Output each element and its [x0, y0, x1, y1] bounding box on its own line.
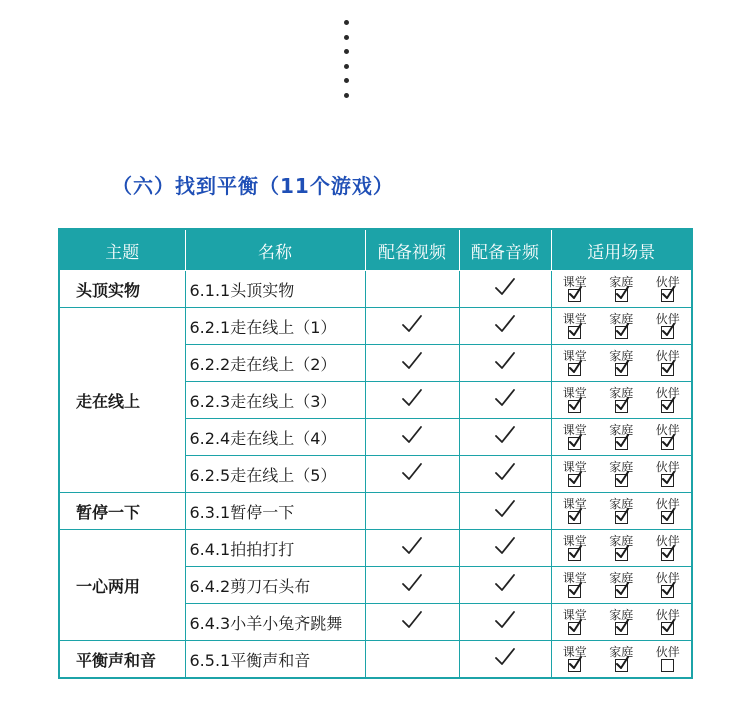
checked-checkbox-icon: [568, 326, 581, 339]
scenes-cell: [551, 641, 692, 679]
checked-checkbox-icon: [568, 659, 581, 672]
table-row: [59, 493, 692, 530]
game-name-cell: 6.4.3小羊小兔齐跳舞: [185, 604, 365, 641]
scene-label: 家庭: [609, 608, 634, 622]
scene-item: [656, 424, 680, 450]
scene-label: 课堂: [562, 460, 587, 474]
scene-item: [563, 535, 587, 561]
scenes-cell: [551, 530, 692, 567]
scene-label: 课堂: [562, 349, 587, 363]
scene-label: 课堂: [562, 608, 587, 622]
video-cell: [365, 271, 459, 308]
scene-label: 家庭: [609, 571, 634, 585]
dot: [344, 93, 349, 98]
scene-label: 家庭: [609, 312, 634, 326]
scene-item: [563, 387, 587, 413]
topic-cell: 平衡声和音: [59, 641, 185, 679]
scene-label: 家庭: [609, 497, 634, 511]
video-cell: [365, 641, 459, 679]
scene-item: [563, 350, 587, 376]
scene-item: [609, 350, 633, 376]
checked-checkbox-icon: [661, 289, 674, 302]
topic-cell: 走在线上: [59, 308, 185, 493]
check-mark-icon: [401, 610, 423, 630]
checked-checkbox-icon: [568, 585, 581, 598]
scene-item: [563, 461, 587, 487]
checked-checkbox-icon: [661, 474, 674, 487]
checked-checkbox-icon: [568, 511, 581, 524]
checked-checkbox-icon: [615, 289, 628, 302]
check-mark-icon: [401, 425, 423, 445]
scene-label: 伙伴: [655, 460, 680, 474]
video-cell: [365, 530, 459, 567]
scene-label: 伙伴: [655, 312, 680, 326]
check-mark-icon: [494, 573, 516, 593]
game-name-cell: 6.2.5走在线上（5）: [185, 456, 365, 493]
check-mark-icon: [494, 536, 516, 556]
topic-cell: 头顶实物: [59, 271, 185, 308]
scene-item: [609, 572, 633, 598]
scenes-cell: [551, 271, 692, 308]
scene-label: 家庭: [609, 386, 634, 400]
ellipsis-dots: [342, 20, 352, 107]
dot: [344, 64, 349, 69]
checked-checkbox-icon: [615, 622, 628, 635]
dot: [344, 35, 349, 40]
scene-label: 家庭: [609, 645, 634, 659]
checked-checkbox-icon: [661, 326, 674, 339]
scene-label: 家庭: [609, 534, 634, 548]
scene-label: 家庭: [609, 275, 634, 289]
header-video: 配备视频: [365, 229, 459, 271]
check-mark-icon: [401, 536, 423, 556]
audio-cell: [459, 345, 551, 382]
scenes-cell: [551, 493, 692, 530]
video-cell: [365, 382, 459, 419]
game-name-cell: 6.2.1走在线上（1）: [185, 308, 365, 345]
game-name-cell: 6.5.1平衡声和音: [185, 641, 365, 679]
checked-checkbox-icon: [568, 400, 581, 413]
topic-cell: 一心两用: [59, 530, 185, 641]
table-row: [59, 308, 692, 345]
checked-checkbox-icon: [661, 437, 674, 450]
scenes-cell: [551, 382, 692, 419]
scenes-cell: [551, 604, 692, 641]
scenes-cell: [551, 419, 692, 456]
scene-label: 课堂: [562, 497, 587, 511]
scene-item: [609, 646, 633, 672]
scene-label: 伙伴: [655, 608, 680, 622]
dot: [344, 20, 349, 25]
game-name-cell: 6.1.1头顶实物: [185, 271, 365, 308]
game-name-cell: 6.3.1暂停一下: [185, 493, 365, 530]
topic-cell: 暂停一下: [59, 493, 185, 530]
video-cell: [365, 308, 459, 345]
game-name-cell: 6.2.4走在线上（4）: [185, 419, 365, 456]
video-cell: [365, 604, 459, 641]
scene-item: [563, 498, 587, 524]
checked-checkbox-icon: [568, 622, 581, 635]
header-scenes: 适用场景: [551, 229, 692, 271]
scene-item: [609, 461, 633, 487]
scene-label: 课堂: [562, 386, 587, 400]
checked-checkbox-icon: [615, 363, 628, 376]
checked-checkbox-icon: [568, 548, 581, 561]
checked-checkbox-icon: [615, 326, 628, 339]
scene-item: [609, 276, 633, 302]
audio-cell: [459, 604, 551, 641]
game-name-cell: 6.2.3走在线上（3）: [185, 382, 365, 419]
checked-checkbox-icon: [661, 400, 674, 413]
header-audio: 配备音频: [459, 229, 551, 271]
table-row: [59, 530, 692, 567]
scene-item: [609, 609, 633, 635]
check-mark-icon: [494, 462, 516, 482]
scene-item: [563, 609, 587, 635]
scene-item: [563, 424, 587, 450]
scene-item: [609, 498, 633, 524]
check-mark-icon: [401, 351, 423, 371]
check-mark-icon: [401, 573, 423, 593]
scenes-cell: [551, 456, 692, 493]
scene-item: [656, 313, 680, 339]
scene-item: [609, 387, 633, 413]
checked-checkbox-icon: [568, 437, 581, 450]
dot: [344, 78, 349, 83]
check-mark-icon: [494, 351, 516, 371]
checked-checkbox-icon: [615, 585, 628, 598]
video-cell: [365, 419, 459, 456]
video-cell: [365, 493, 459, 530]
scene-item: [656, 498, 680, 524]
scenes-cell: [551, 345, 692, 382]
audio-cell: [459, 382, 551, 419]
scene-item: [656, 572, 680, 598]
check-mark-icon: [401, 314, 423, 334]
audio-cell: [459, 419, 551, 456]
audio-cell: [459, 567, 551, 604]
scene-label: 家庭: [609, 423, 634, 437]
checked-checkbox-icon: [615, 548, 628, 561]
check-mark-icon: [494, 314, 516, 334]
scene-item: [656, 461, 680, 487]
scene-item: [656, 535, 680, 561]
scene-label: 课堂: [562, 534, 587, 548]
empty-checkbox-icon: [661, 659, 674, 672]
audio-cell: [459, 456, 551, 493]
scene-item: [609, 535, 633, 561]
scene-label: 家庭: [609, 460, 634, 474]
scene-label: 课堂: [562, 571, 587, 585]
scene-item: [656, 387, 680, 413]
section-title: （六）找到平衡（11个游戏）: [112, 174, 394, 198]
video-cell: [365, 345, 459, 382]
check-mark-icon: [401, 388, 423, 408]
scene-item: [656, 350, 680, 376]
game-name-cell: 6.2.2走在线上（2）: [185, 345, 365, 382]
checked-checkbox-icon: [568, 289, 581, 302]
scene-label: 伙伴: [655, 497, 680, 511]
header-row: [59, 229, 692, 271]
game-name-cell: 6.4.1拍拍打打: [185, 530, 365, 567]
games-table: [58, 228, 693, 679]
scenes-cell: [551, 308, 692, 345]
scene-label: 伙伴: [655, 534, 680, 548]
checked-checkbox-icon: [661, 511, 674, 524]
checked-checkbox-icon: [615, 474, 628, 487]
checked-checkbox-icon: [615, 400, 628, 413]
checked-checkbox-icon: [661, 363, 674, 376]
checked-checkbox-icon: [661, 585, 674, 598]
audio-cell: [459, 493, 551, 530]
header-name: 名称: [185, 229, 365, 271]
game-name-cell: 6.4.2剪刀石头布: [185, 567, 365, 604]
scene-label: 伙伴: [655, 349, 680, 363]
checked-checkbox-icon: [661, 548, 674, 561]
check-mark-icon: [401, 462, 423, 482]
checked-checkbox-icon: [615, 511, 628, 524]
scene-label: 课堂: [562, 275, 587, 289]
audio-cell: [459, 271, 551, 308]
audio-cell: [459, 530, 551, 567]
checked-checkbox-icon: [661, 622, 674, 635]
scene-label: 课堂: [562, 645, 587, 659]
check-mark-icon: [494, 499, 516, 519]
audio-cell: [459, 308, 551, 345]
checked-checkbox-icon: [615, 437, 628, 450]
scene-label: 伙伴: [655, 423, 680, 437]
scene-item: [656, 276, 680, 302]
scene-item: [563, 646, 587, 672]
scene-label: 伙伴: [655, 275, 680, 289]
scene-label: 课堂: [562, 423, 587, 437]
scene-item: [563, 313, 587, 339]
video-cell: [365, 567, 459, 604]
scene-label: 课堂: [562, 312, 587, 326]
table-row: [59, 271, 692, 308]
scene-item: [656, 609, 680, 635]
scene-label: 伙伴: [655, 386, 680, 400]
dot: [344, 49, 349, 54]
checked-checkbox-icon: [568, 474, 581, 487]
check-mark-icon: [494, 277, 516, 297]
check-mark-icon: [494, 388, 516, 408]
checked-checkbox-icon: [568, 363, 581, 376]
scene-label: 伙伴: [655, 571, 680, 585]
scene-item: [563, 276, 587, 302]
check-mark-icon: [494, 647, 516, 667]
audio-cell: [459, 641, 551, 679]
scene-item: [609, 313, 633, 339]
table-row: [59, 641, 692, 679]
checked-checkbox-icon: [615, 659, 628, 672]
scene-label: 家庭: [609, 349, 634, 363]
header-topic: 主题: [59, 229, 185, 271]
scene-item: [656, 646, 680, 672]
scene-item: [609, 424, 633, 450]
check-mark-icon: [494, 610, 516, 630]
scene-item: [563, 572, 587, 598]
scene-label: 伙伴: [655, 645, 680, 659]
scenes-cell: [551, 567, 692, 604]
video-cell: [365, 456, 459, 493]
check-mark-icon: [494, 425, 516, 445]
